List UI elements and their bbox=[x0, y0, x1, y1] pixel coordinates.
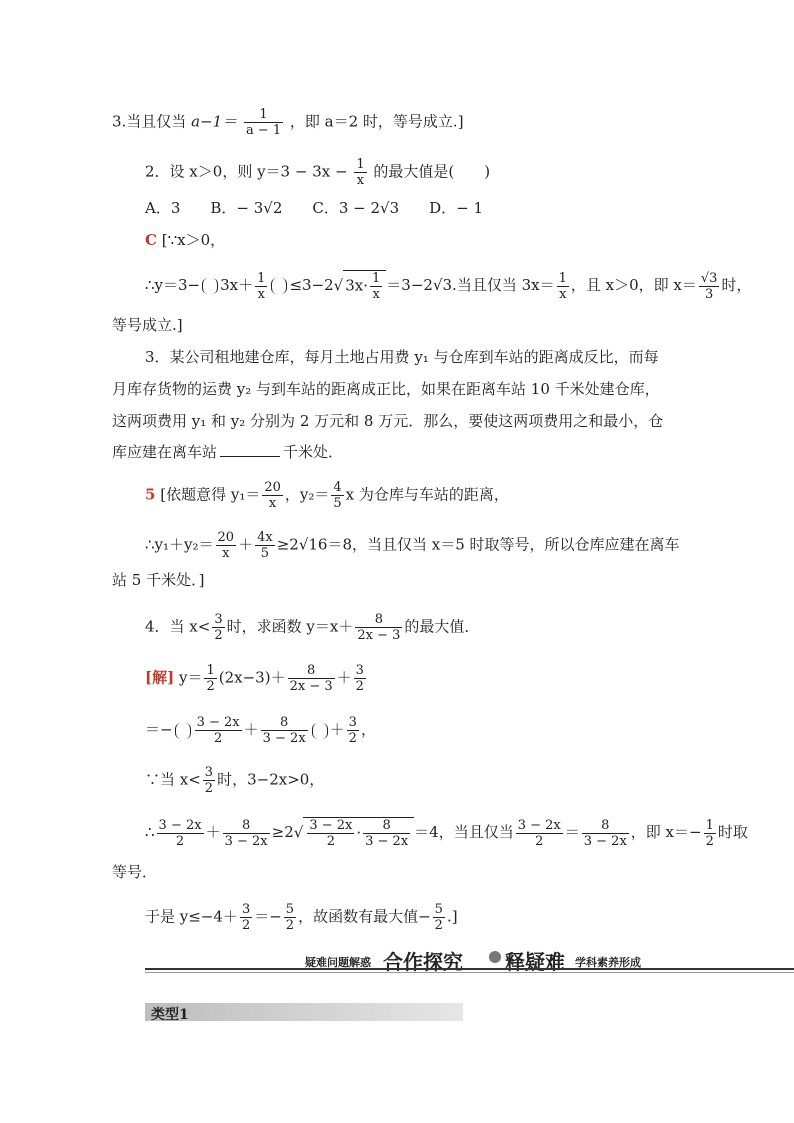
text: ，即 a＝2 时，等号成立.] bbox=[289, 112, 464, 131]
fraction bbox=[204, 663, 216, 694]
question-2-options: A．3 B．− 3√2 C．3 − 2√3 D．− 1 bbox=[145, 199, 484, 217]
fraction bbox=[354, 157, 366, 188]
text: ∴ bbox=[145, 823, 155, 841]
fraction bbox=[557, 271, 569, 302]
frac-num: 8 bbox=[261, 715, 308, 731]
text: x 为仓库与车站的距离， bbox=[345, 485, 509, 504]
banner-subtitle: 释疑难 bbox=[505, 950, 565, 974]
text: ∴y＝3− bbox=[145, 276, 201, 294]
text: 3.当且仅当 bbox=[112, 112, 187, 131]
text: ＋ bbox=[238, 535, 254, 554]
text: ＝− bbox=[254, 907, 282, 926]
banner-rule bbox=[145, 968, 794, 970]
question-3-line4 bbox=[112, 442, 343, 462]
fraction bbox=[355, 612, 402, 643]
frac-den: x bbox=[222, 546, 230, 561]
frac-num: 4 bbox=[333, 480, 342, 495]
frac-num: 1 bbox=[372, 271, 381, 286]
fraction bbox=[255, 271, 267, 302]
text: 千米处． bbox=[283, 443, 344, 461]
frac-den: 2 bbox=[535, 833, 544, 849]
text: 3x＋ bbox=[220, 276, 254, 294]
frac-num: 3 − 2x bbox=[158, 817, 202, 833]
text: 2．设 x＞0，则 y＝3 − 3x − bbox=[145, 162, 348, 181]
frac-den: a − 1 bbox=[245, 123, 282, 138]
frac-den: 2 bbox=[241, 918, 251, 933]
text: .] bbox=[446, 907, 458, 926]
frac-den: x bbox=[268, 496, 277, 511]
banner-left-text: 疑难问题解惑 bbox=[305, 956, 371, 969]
frac-num: 3 − 2x bbox=[196, 715, 240, 730]
frac-den: 2 bbox=[285, 918, 295, 933]
fraction bbox=[223, 818, 270, 849]
frac-num: 1 bbox=[705, 817, 714, 833]
frac-den: 3 bbox=[705, 286, 714, 302]
frac-den: x bbox=[356, 173, 365, 188]
text: ＋ bbox=[336, 668, 352, 687]
sqrt: √ 3x· $\frac{1}{x}$ bbox=[334, 270, 387, 302]
text: 4．当 x< bbox=[145, 617, 211, 636]
frac-num: 20 bbox=[217, 530, 235, 545]
fraction bbox=[262, 480, 283, 511]
fraction bbox=[255, 530, 275, 561]
frac-num: 1 bbox=[558, 270, 567, 286]
fraction bbox=[261, 715, 308, 746]
answer-1-tail bbox=[112, 107, 464, 138]
fraction bbox=[203, 765, 215, 796]
paren-left bbox=[202, 278, 218, 294]
text: ，故函数有最大值− bbox=[298, 907, 431, 926]
text: ≤3−2 bbox=[289, 276, 334, 294]
frac-num: √3 bbox=[700, 270, 718, 286]
answer-3-line3: 站 5 千米处．] bbox=[112, 571, 205, 589]
text: 时取 bbox=[717, 823, 748, 841]
sqrt: √ $\frac{3 - 2x}{2}$ · $\frac{8}{3 - 2x}$ bbox=[294, 817, 414, 849]
fraction bbox=[433, 902, 445, 933]
frac-num: 4x bbox=[257, 530, 273, 545]
frac-num: 3 bbox=[204, 765, 214, 780]
paren-right bbox=[312, 723, 328, 739]
frac-den: 5 bbox=[260, 546, 270, 561]
text: 于是 y≤−4＋ bbox=[145, 907, 238, 926]
answer-label: 5 bbox=[145, 485, 156, 504]
text: 的最大值． bbox=[404, 617, 480, 636]
solution-line2 bbox=[145, 715, 376, 746]
text: ≥2√16＝8，当且仅当 x＝5 时取等号，所以仓库应建在离车 bbox=[276, 535, 680, 554]
frac-num: 1 bbox=[244, 107, 283, 123]
fraction bbox=[699, 271, 720, 302]
fraction bbox=[331, 480, 343, 511]
type-heading: 类型1 bbox=[151, 1007, 189, 1023]
frac-num: 3 − 2x bbox=[517, 817, 561, 833]
question-4 bbox=[145, 612, 479, 643]
solution-line5: 等号． bbox=[112, 863, 158, 881]
frac-num: 8 bbox=[582, 818, 629, 834]
fraction bbox=[582, 818, 629, 849]
text: ，y₂＝ bbox=[284, 485, 330, 504]
banner-title: 合作探究 bbox=[383, 950, 463, 974]
frac-num: 3 bbox=[214, 612, 223, 627]
fraction bbox=[370, 271, 382, 302]
question-2 bbox=[145, 157, 490, 188]
text: 时，3−2x>0， bbox=[217, 770, 325, 789]
frac-num: 8 bbox=[288, 663, 335, 679]
frac-num: 20 bbox=[264, 480, 281, 495]
frac-num: 3 − 2x bbox=[309, 818, 353, 833]
frac-num: 8 bbox=[363, 818, 410, 834]
frac-num: 5 bbox=[285, 902, 295, 917]
text: ＝3−2√3.当且仅当 3x＝ bbox=[386, 276, 555, 294]
frac-num: 3 bbox=[355, 663, 364, 678]
text: 的最大值是( ) bbox=[373, 162, 491, 181]
fraction bbox=[212, 612, 224, 643]
fraction bbox=[157, 818, 204, 849]
frac-den: 2x − 3 bbox=[289, 679, 333, 694]
frac-num: 8 bbox=[223, 818, 270, 834]
text: 时， bbox=[721, 276, 752, 294]
frac-den: 2 bbox=[213, 731, 223, 746]
type-heading-bar bbox=[145, 1003, 463, 1021]
fraction bbox=[516, 818, 563, 849]
frac-den: x bbox=[257, 286, 265, 302]
text: ＋ bbox=[205, 823, 221, 841]
solution-line1 bbox=[145, 663, 368, 694]
fraction bbox=[244, 107, 283, 138]
text: ∴y₁＋y₂＝ bbox=[145, 535, 214, 554]
paren-left bbox=[175, 723, 191, 739]
frac-den: 2 bbox=[434, 918, 443, 933]
math-text: a−1＝ bbox=[191, 112, 238, 131]
frac-num: 3 bbox=[348, 715, 357, 730]
text: ，即 x＝− bbox=[630, 823, 702, 841]
text: [∵x＞0， bbox=[161, 231, 226, 249]
frac-den: 3 − 2x bbox=[224, 833, 268, 849]
answer-3-line1 bbox=[145, 480, 509, 511]
fraction bbox=[288, 663, 335, 694]
answer-3-line2 bbox=[145, 530, 680, 561]
text: ∵当 x< bbox=[145, 770, 201, 789]
fraction bbox=[704, 818, 716, 849]
question-3-line1: 3．某公司租地建仓库，每月土地占用费 y₁ 与仓库到车站的距离成反比，而每 bbox=[145, 348, 659, 366]
question-3-line2: 月库存货物的运费 y₂ 与到车站的距离成正比，如果在距离车站 10 千米处建仓库， bbox=[112, 380, 660, 398]
frac-den: 2 bbox=[175, 833, 185, 849]
frac-den: 2 bbox=[214, 628, 223, 643]
frac-den: 3 − 2x bbox=[365, 834, 409, 849]
fraction bbox=[284, 902, 296, 933]
text: 3x· bbox=[345, 276, 369, 295]
text: · bbox=[356, 823, 362, 842]
text: (2x−3)＋ bbox=[218, 668, 286, 687]
frac-num: 1 bbox=[257, 270, 266, 286]
fraction bbox=[363, 818, 410, 849]
solution-line3 bbox=[145, 765, 324, 796]
paren-right bbox=[271, 278, 287, 294]
banner-rule-thin bbox=[145, 972, 794, 973]
text: ，且 x＞0，即 x＝ bbox=[570, 276, 697, 294]
text: ， bbox=[360, 720, 376, 739]
text: 时，求函数 y＝x＋ bbox=[226, 617, 354, 636]
frac-num: 3 bbox=[241, 902, 251, 917]
text: ＋ bbox=[329, 720, 345, 739]
frac-num: 5 bbox=[434, 902, 443, 917]
frac-den: x bbox=[559, 286, 567, 302]
fraction bbox=[240, 902, 252, 933]
frac-den: 5 bbox=[333, 496, 342, 511]
answer-2-line1 bbox=[145, 230, 225, 250]
frac-den: 3 − 2x bbox=[583, 833, 627, 849]
answer-label: C bbox=[145, 231, 157, 249]
solution-line4 bbox=[145, 817, 748, 849]
answer-blank bbox=[220, 442, 280, 457]
text: ＝4，当且仅当 bbox=[414, 823, 514, 841]
section-banner bbox=[145, 950, 794, 974]
question-3-line3: 这两项费用 y₁ 和 y₂ 分别为 2 万元和 8 万元．那么，要使这两项费用之和最小，仓 bbox=[112, 412, 664, 430]
fraction bbox=[195, 715, 242, 746]
fraction bbox=[216, 530, 237, 561]
solution-line6 bbox=[145, 902, 458, 933]
frac-den: x bbox=[372, 287, 380, 302]
frac-num: 8 bbox=[355, 612, 402, 628]
fraction bbox=[347, 715, 359, 746]
text: [依题意得 y₁＝ bbox=[160, 485, 261, 504]
solution-label: [解] bbox=[145, 668, 175, 687]
frac-den: 2 bbox=[326, 834, 335, 849]
frac-den: 2 bbox=[348, 731, 357, 746]
fraction bbox=[354, 663, 366, 694]
frac-den: 2 bbox=[355, 679, 364, 694]
text: 库应建在离车站 bbox=[112, 443, 218, 461]
text: ＋ bbox=[243, 720, 259, 739]
text: ＝− bbox=[145, 720, 173, 739]
frac-den: 2 bbox=[204, 781, 214, 796]
text: y＝ bbox=[178, 668, 203, 687]
text: ＝ bbox=[564, 823, 580, 841]
answer-2-line3: 等号成立.] bbox=[112, 316, 183, 334]
frac-den: 2x − 3 bbox=[357, 628, 401, 643]
frac-num: 1 bbox=[206, 663, 215, 678]
banner-right-text: 学科素养形成 bbox=[575, 956, 641, 969]
frac-den: 2 bbox=[705, 833, 714, 849]
answer-2-line2 bbox=[145, 270, 751, 302]
frac-den: 3 − 2x bbox=[262, 731, 306, 746]
frac-num: 1 bbox=[356, 157, 365, 172]
frac-den: 2 bbox=[206, 679, 215, 694]
fraction bbox=[307, 818, 354, 849]
text: ≥2 bbox=[271, 823, 294, 841]
arrow-icon bbox=[489, 951, 501, 963]
